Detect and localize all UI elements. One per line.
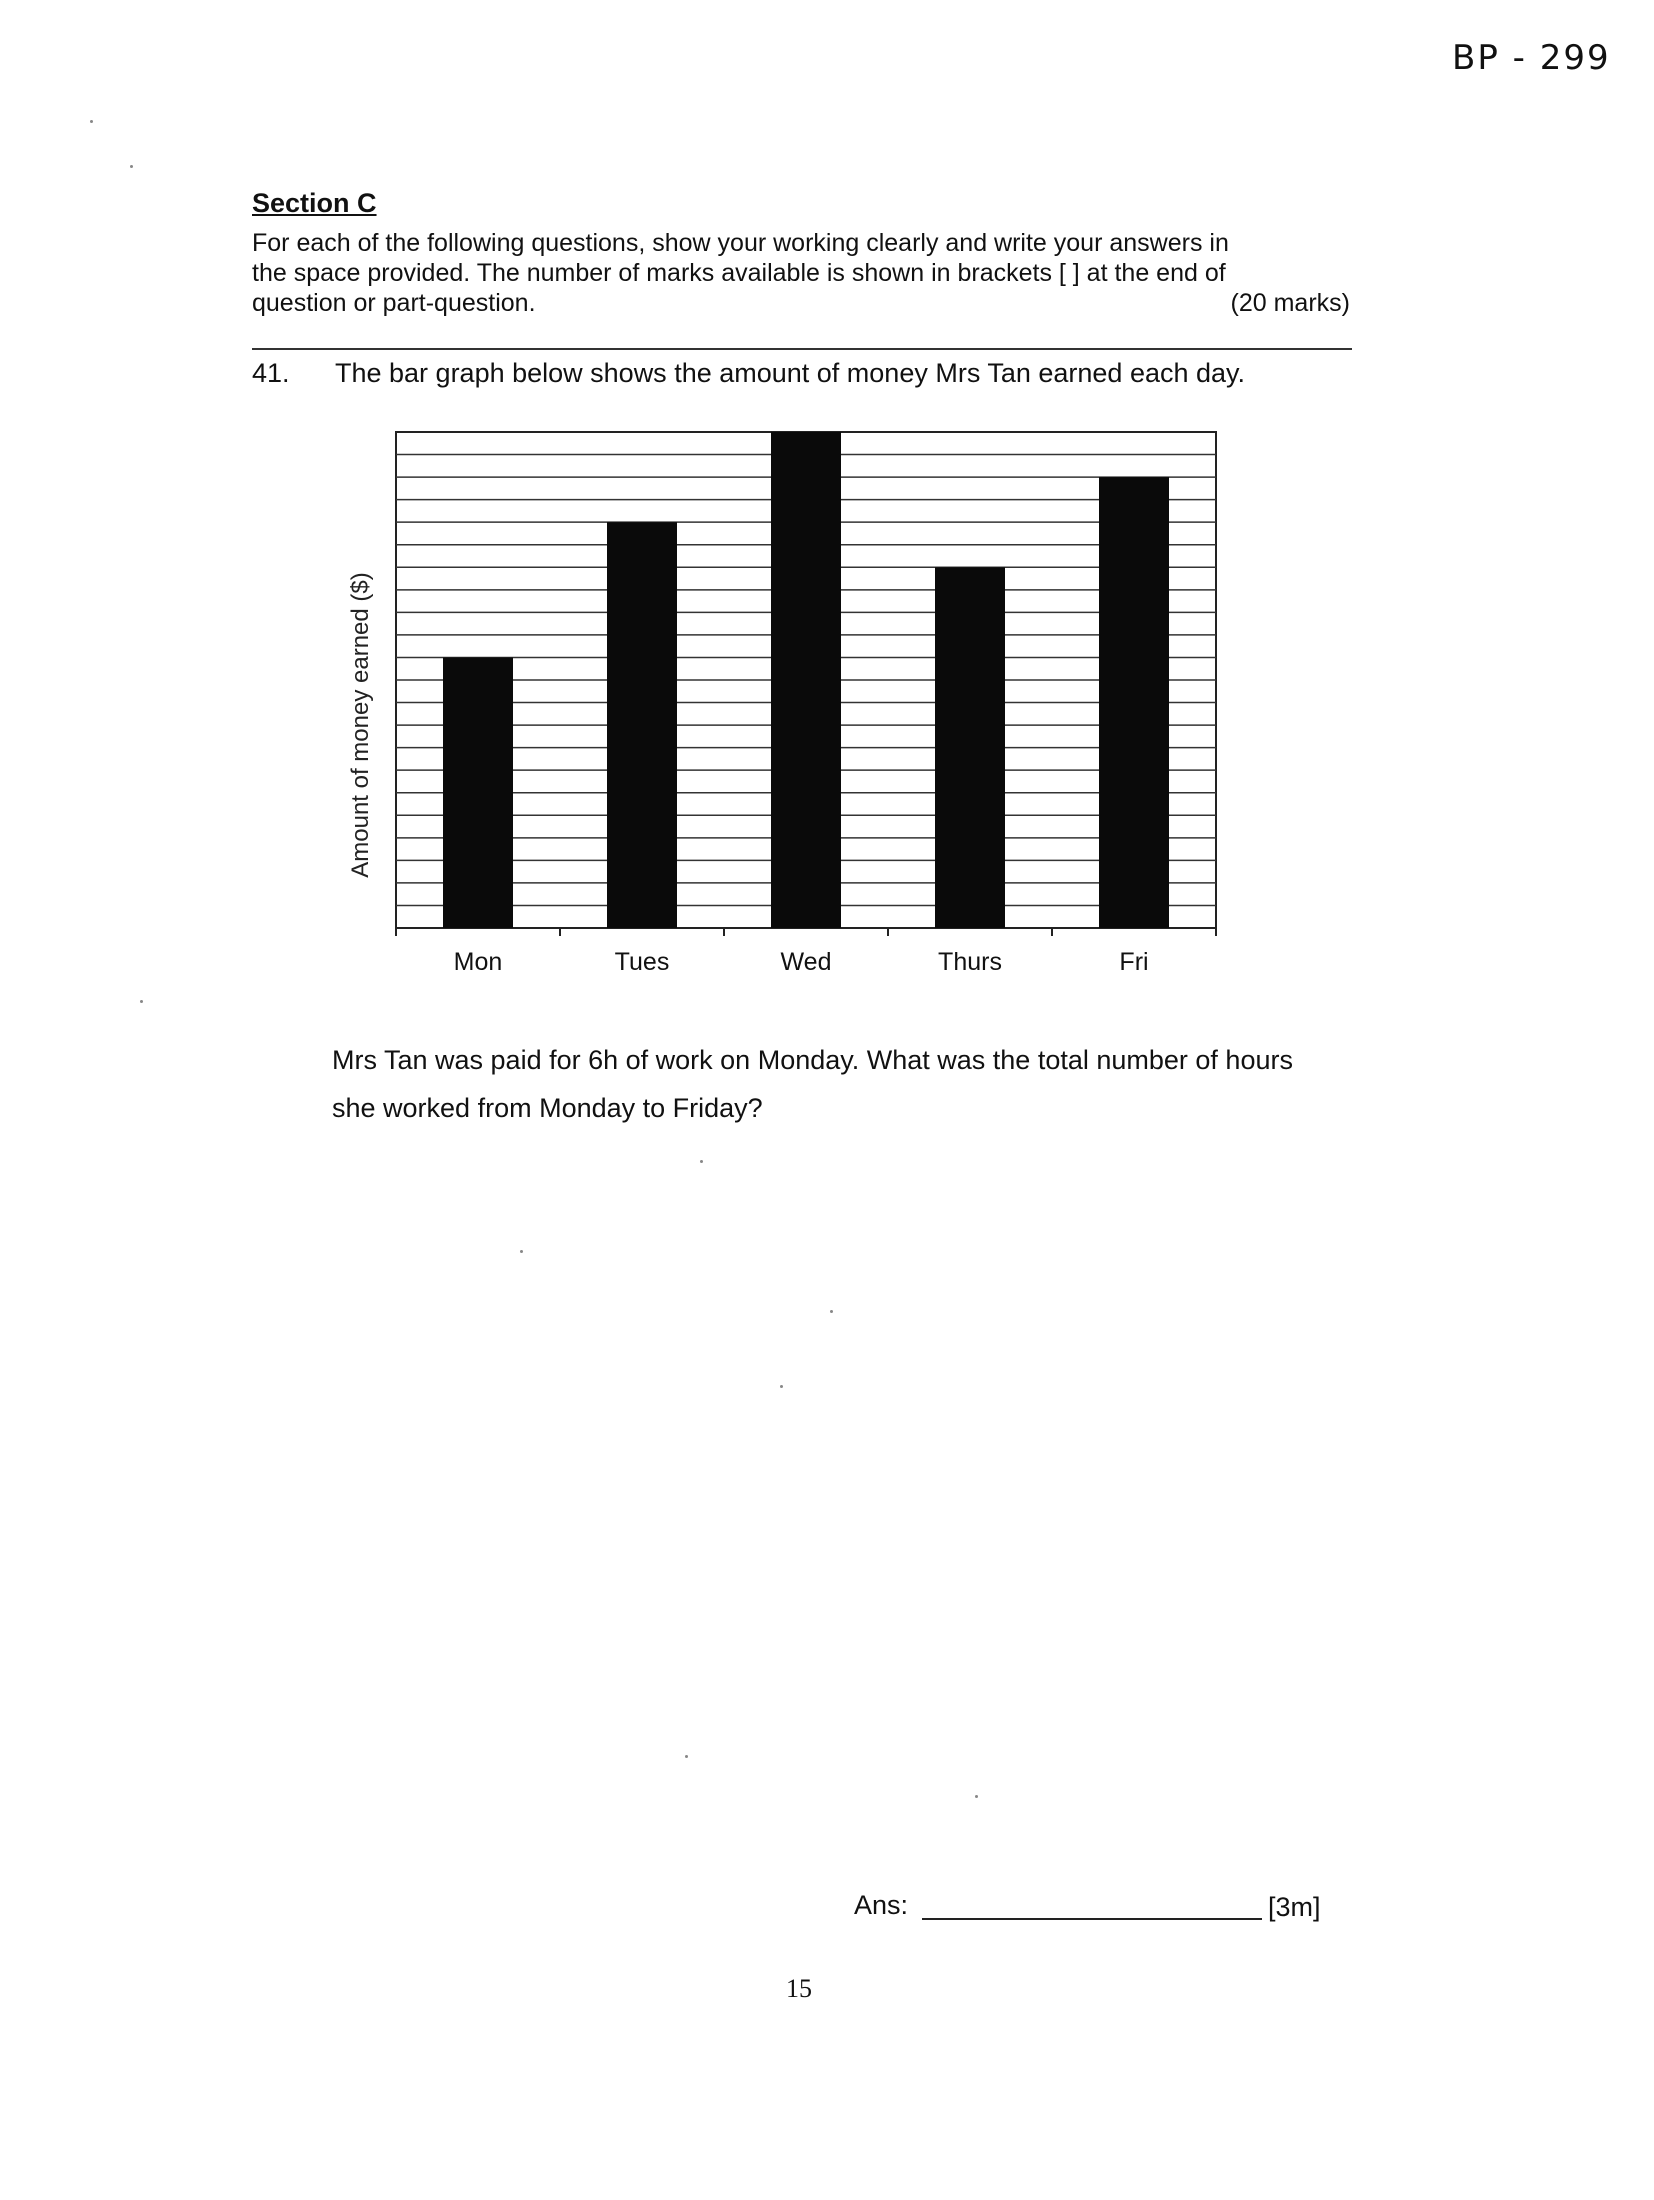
- scan-speck: [520, 1250, 523, 1253]
- bar-chart: [330, 420, 1250, 990]
- instructions-last-row: [252, 288, 1350, 318]
- bar-mon: [443, 657, 513, 928]
- answer-marks: [3m]: [1268, 1892, 1321, 1922]
- x-tick-label: Mon: [453, 948, 503, 976]
- scan-speck: [700, 1160, 703, 1163]
- page-number: 15: [786, 1974, 812, 2003]
- followup-question: [332, 1036, 1372, 1132]
- x-tick-label: Tues: [614, 948, 670, 976]
- followup-line-2: she worked from Monday to Friday?: [332, 1093, 763, 1123]
- chart-x-labels: [454, 948, 1149, 976]
- document-code: BP - 299: [1452, 38, 1611, 78]
- scan-speck: [780, 1385, 783, 1388]
- instructions-line-3: question or part-question.: [252, 289, 536, 317]
- instructions-line-1: For each of the following questions, show your working clearly and write your answers in: [252, 229, 1229, 257]
- scan-speck: [140, 1000, 143, 1003]
- scan-speck: [130, 165, 133, 168]
- question-text: The bar graph below shows the amount of money Mrs Tan earned each day.: [335, 358, 1246, 388]
- followup-line-1: Mrs Tan was paid for 6h of work on Monday. What was the total number of hours: [332, 1045, 1293, 1075]
- x-tick-label: Fri: [1119, 948, 1149, 976]
- scan-speck: [975, 1795, 978, 1798]
- answer-line[interactable]: [922, 1918, 1262, 1920]
- question-number: 41.: [252, 358, 290, 388]
- scan-speck: [90, 120, 93, 123]
- bar-fri: [1099, 477, 1169, 928]
- x-tick-label: Thurs: [938, 948, 1002, 976]
- section-instructions: [252, 228, 1354, 318]
- instructions-line-2: the space provided. The number of marks available is shown in brackets [ ] at the end of: [252, 259, 1226, 287]
- bar-thurs: [935, 567, 1005, 928]
- section-title: Section C: [252, 188, 377, 218]
- answer-label: Ans:: [854, 1890, 909, 1920]
- scan-speck: [685, 1755, 688, 1758]
- bar-tues: [607, 522, 677, 928]
- total-marks: (20 marks): [1230, 289, 1350, 317]
- x-tick-label: Wed: [780, 948, 832, 976]
- section-divider: [252, 348, 1352, 350]
- y-axis-label: Amount of money earned ($): [347, 572, 374, 878]
- scan-speck: [830, 1310, 833, 1313]
- bar-wed: [771, 432, 841, 928]
- chart-x-ticks: [396, 928, 1216, 936]
